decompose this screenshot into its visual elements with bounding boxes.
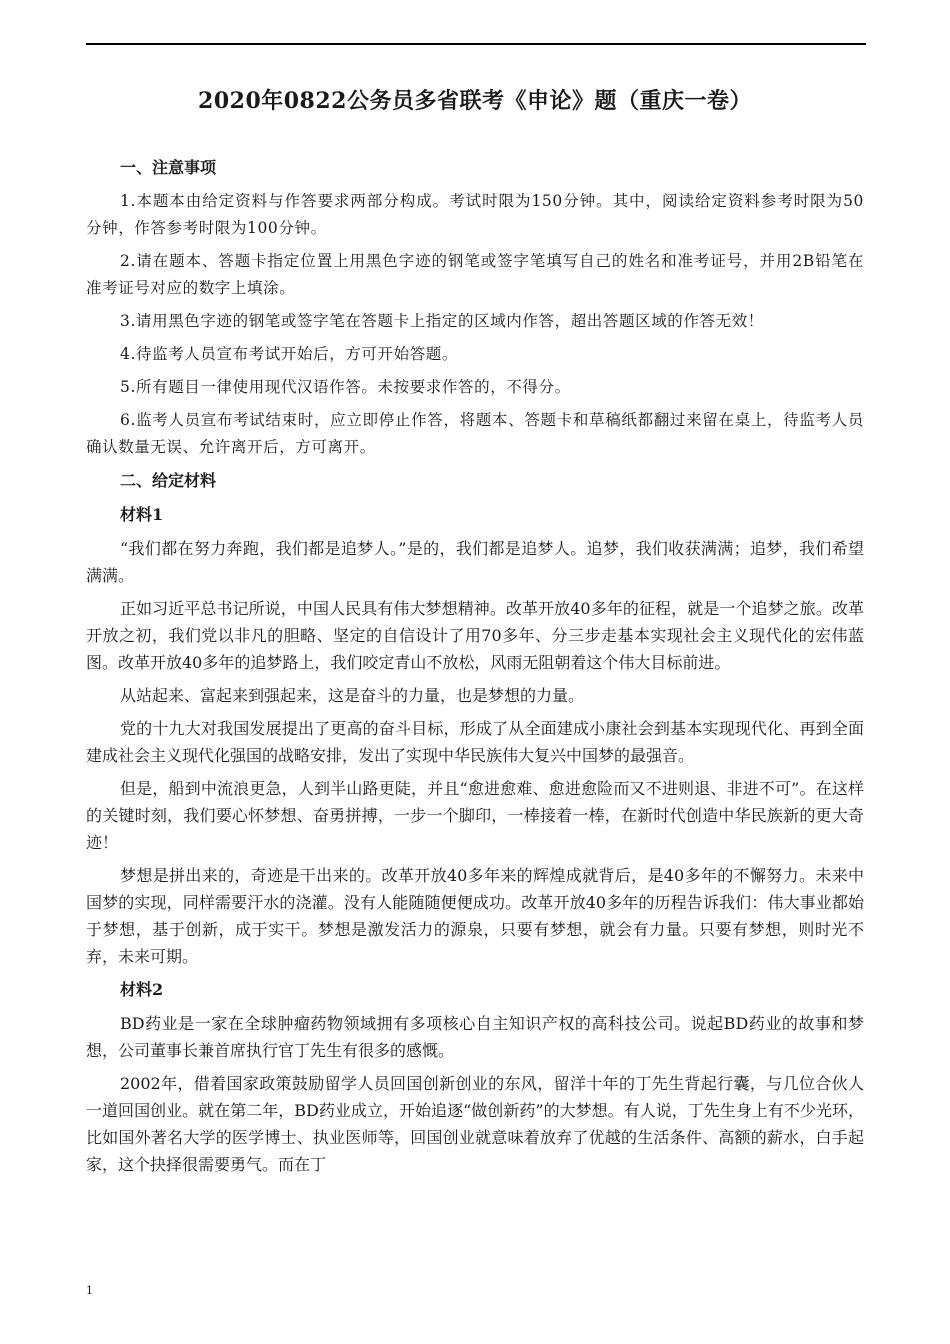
- material-paragraph: 梦想是拼出来的，奇迹是干出来的。改革开放40多年来的辉煌成就背后，是40多年的不懈努力。未来中国梦的实现，同样需要汗水的浇灌。没有人能随随便便成功。改革开放40多年的历程告诉我们：伟大事业都始于梦想，基于创新，成于实干。梦想是激发活力的源泉，只要有梦想，就会有力量。只要有梦想，则时光不弃，未来可期。: [86, 866, 864, 966]
- notice-item: 1.本题本由给定资料与作答要求两部分构成。考试时限为150分钟。其中，阅读给定资料参考时限为50分钟，作答参考时限为100分钟。: [86, 192, 864, 237]
- material-paragraph: “我们都在努力奔跑，我们都是追梦人。”是的，我们都是追梦人。追梦，我们收获满满；追梦，我们希望满满。: [86, 539, 864, 585]
- notice-item: 4.待监考人员宣布考试开始后，方可开始答题。: [120, 345, 458, 363]
- material-2-title: 材料2: [120, 980, 164, 999]
- material-paragraph: 正如习近平总书记所说，中国人民具有伟大梦想精神。改革开放40多年的征程，就是一个追梦之旅。改革开放之初，我们党以非凡的胆略、坚定的自信设计了用70多年、分三步走基本实现社会主义现代化的宏伟蓝图。改革开放40多年的追梦路上，我们咬定青山不放松，风雨无阻朝着这个伟大目标前进。: [86, 599, 864, 672]
- document-title: 2020年0822公务员多省联考《申论》题（重庆一卷）: [198, 88, 752, 114]
- page-number: 1: [86, 1284, 93, 1297]
- notice-heading: 一、注意事项: [120, 158, 217, 177]
- header-rule: [86, 43, 866, 45]
- document-body: [86, 84, 864, 1184]
- material-paragraph: 党的十九大对我国发展提出了更高的奋斗目标，形成了从全面建成小康社会到基本实现现代化、再到全面建成社会主义现代化强国的战略安排，发出了实现中华民族伟大复兴中国梦的最强音。: [86, 719, 864, 765]
- notice-item: 6.监考人员宣布考试结束时，应立即停止作答，将题本、答题卡和草稿纸都翻过来留在桌上，待监考人员确认数量无误、允许离开后，方可离开。: [86, 411, 864, 456]
- materials-heading: 二、给定材料: [120, 471, 217, 490]
- material-paragraph: BD药业是一家在全球肿瘤药物领域拥有多项核心自主知识产权的高科技公司。说起BD药业的故事和梦想，公司董事长兼首席执行官丁先生有很多的感慨。: [86, 1014, 864, 1060]
- notice-item: 5.所有题目一律使用现代汉语作答。未按要求作答的，不得分。: [120, 378, 571, 396]
- material-1-title: 材料1: [120, 505, 164, 524]
- notice-item: 3.请用黑色字迹的钢笔或签字笔在答题卡上指定的区域内作答，超出答题区域的作答无效！: [120, 312, 764, 330]
- material-paragraph: 但是，船到中流浪更急，人到半山路更陡，并且“愈进愈难、愈进愈险而又不进则退、非进不可”。在这样的关键时刻，我们要心怀梦想、奋勇拼搏，一步一个脚印，一棒接着一棒，在新时代创造中华民族新的更大奇迹！: [86, 779, 864, 852]
- material-paragraph: 2002年，借着国家政策鼓励留学人员回国创新创业的东风，留洋十年的丁先生背起行囊，与几位合伙人一道回国创业。就在第二年，BD药业成立，开始追逐“做创新药”的大梦想。有人说，丁先生身上有不少光环，比如国外著名大学的医学博士、执业医师等，回国创业就意味着放弃了优越的生活条件、高额的薪水，白手起家，这个抉择很需要勇气。而在丁: [86, 1074, 864, 1174]
- material-paragraph: 从站起来、富起来到强起来，这是奋斗的力量，也是梦想的力量。: [120, 686, 585, 705]
- notice-item: 2.请在题本、答题卡指定位置上用黑色字迹的钢笔或签字笔填写自己的姓名和准考证号，并用2B铅笔在准考证号对应的数字上填涂。: [86, 252, 864, 297]
